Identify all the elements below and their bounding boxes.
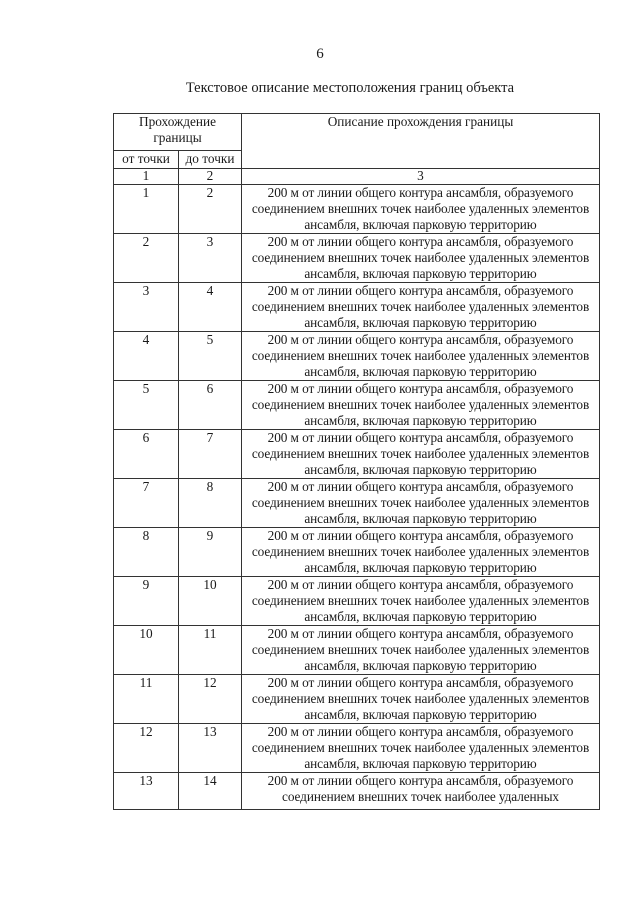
- column-number: 1: [114, 169, 179, 185]
- from-point-cell: 3: [114, 283, 179, 332]
- table-row: [114, 479, 600, 528]
- to-point-cell: 10: [179, 577, 242, 626]
- description-cell: 200 м от линии общего контура ансамбля, образуемого соединением внешних точек наиболее удаленных элементов ансамбля, включая парковую территорию: [242, 577, 600, 626]
- to-point-cell: 8: [179, 479, 242, 528]
- to-point-cell: 7: [179, 430, 242, 479]
- from-point-cell: 7: [114, 479, 179, 528]
- table-row: [114, 283, 600, 332]
- header-passage: Прохождение границы: [114, 114, 242, 151]
- table-row: [114, 430, 600, 479]
- table-row: [114, 577, 600, 626]
- table-row: [114, 773, 600, 810]
- to-point-cell: 4: [179, 283, 242, 332]
- from-point-cell: 13: [114, 773, 179, 810]
- from-point-cell: 5: [114, 381, 179, 430]
- column-number-row: [114, 169, 600, 185]
- from-point-cell: 8: [114, 528, 179, 577]
- description-cell: 200 м от линии общего контура ансамбля, образуемого соединением внешних точек наиболее удаленных элементов ансамбля, включая парковую территорию: [242, 283, 600, 332]
- description-cell: 200 м от линии общего контура ансамбля, образуемого соединением внешних точек наиболее удаленных элементов ансамбля, включая парковую территорию: [242, 332, 600, 381]
- from-point-cell: 1: [114, 185, 179, 234]
- table-row: [114, 626, 600, 675]
- column-number: 2: [179, 169, 242, 185]
- from-point-cell: 11: [114, 675, 179, 724]
- table-row: [114, 332, 600, 381]
- description-cell: 200 м от линии общего контура ансамбля, образуемого соединением внешних точек наиболее удаленных элементов ансамбля, включая парковую территорию: [242, 479, 600, 528]
- description-cell: 200 м от линии общего контура ансамбля, образуемого соединением внешних точек наиболее удаленных элементов ансамбля, включая парковую территорию: [242, 528, 600, 577]
- column-number: 3: [242, 169, 600, 185]
- from-point-cell: 6: [114, 430, 179, 479]
- to-point-cell: 6: [179, 381, 242, 430]
- table-row: [114, 381, 600, 430]
- description-cell: 200 м от линии общего контура ансамбля, образуемого соединением внешних точек наиболее удаленных элементов ансамбля, включая парковую территорию: [242, 675, 600, 724]
- from-point-cell: 2: [114, 234, 179, 283]
- from-point-cell: 4: [114, 332, 179, 381]
- table-row: [114, 675, 600, 724]
- page-number: 6: [316, 46, 324, 62]
- description-cell: 200 м от линии общего контура ансамбля, образуемого соединением внешних точек наиболее удаленных элементов ансамбля, включая парковую территорию: [242, 626, 600, 675]
- from-point-cell: 9: [114, 577, 179, 626]
- to-point-cell: 12: [179, 675, 242, 724]
- to-point-cell: 2: [179, 185, 242, 234]
- to-point-cell: 5: [179, 332, 242, 381]
- to-point-cell: 14: [179, 773, 242, 810]
- to-point-cell: 3: [179, 234, 242, 283]
- boundary-table: [113, 113, 600, 810]
- description-cell: 200 м от линии общего контура ансамбля, образуемого соединением внешних точек наиболее удаленных элементов ансамбля, включая парковую территорию: [242, 234, 600, 283]
- table-row: [114, 185, 600, 234]
- to-point-cell: 9: [179, 528, 242, 577]
- document-title: Текстовое описание местоположения границ объекта: [185, 80, 515, 96]
- description-cell: 200 м от линии общего контура ансамбля, образуемого соединением внешних точек наиболее удаленных: [242, 773, 600, 810]
- header-to-point: до точки: [179, 151, 242, 169]
- description-cell: 200 м от линии общего контура ансамбля, образуемого соединением внешних точек наиболее удаленных элементов ансамбля, включая парковую территорию: [242, 185, 600, 234]
- table-row: [114, 528, 600, 577]
- from-point-cell: 10: [114, 626, 179, 675]
- description-cell: 200 м от линии общего контура ансамбля, образуемого соединением внешних точек наиболее удаленных элементов ансамбля, включая парковую территорию: [242, 724, 600, 773]
- table-row: [114, 724, 600, 773]
- description-cell: 200 м от линии общего контура ансамбля, образуемого соединением внешних точек наиболее удаленных элементов ансамбля, включая парковую территорию: [242, 430, 600, 479]
- to-point-cell: 11: [179, 626, 242, 675]
- header-description: Описание прохождения границы: [242, 114, 600, 169]
- table-row: [114, 234, 600, 283]
- to-point-cell: 13: [179, 724, 242, 773]
- from-point-cell: 12: [114, 724, 179, 773]
- header-row: [114, 114, 600, 151]
- header-from-point: от точки: [114, 151, 179, 169]
- description-cell: 200 м от линии общего контура ансамбля, образуемого соединением внешних точек наиболее удаленных элементов ансамбля, включая парковую территорию: [242, 381, 600, 430]
